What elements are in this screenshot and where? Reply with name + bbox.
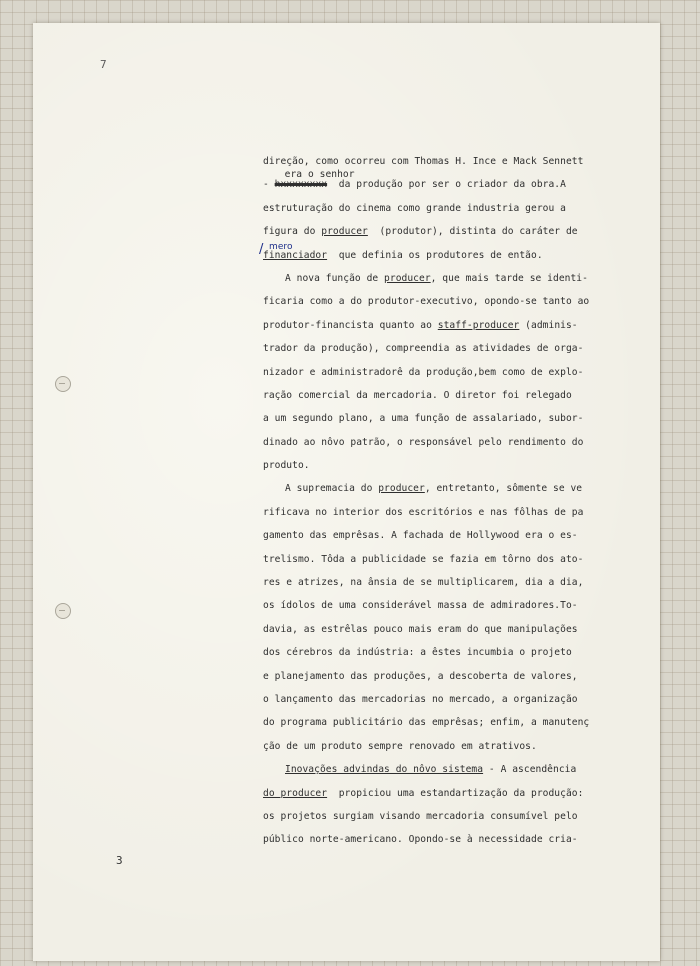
text-line: os ídolos de uma considerável massa de admiradores.To- — [263, 600, 578, 612]
body-text — [259, 155, 633, 857]
underlined-term: staff-producer — [437, 319, 520, 331]
handwritten-insertion: mero — [269, 241, 293, 252]
section-heading-line: Inovações advindas do nôvo sistema - A ascendência — [285, 764, 577, 776]
text-line: trador da produção), compreendia as atividades de orga- — [263, 343, 584, 355]
text-line: gamento das emprêsas. A fachada de Hollywood era o es- — [263, 530, 578, 542]
text-line: do programa publicitário das emprêsas; enfim, a manutenç — [263, 717, 590, 729]
underlined-term: producer — [384, 272, 431, 284]
text-line: do producer propiciou uma estandartização da produção: — [263, 787, 584, 799]
text-line: trelismo. Tôda a publicidade se fazia em tôrno dos ato- — [263, 553, 584, 565]
underlined-term: do producer — [263, 787, 328, 799]
text-line: os projetos surgiam visando mercadoria consumível pelo — [263, 810, 578, 822]
text-line: mero / financiador que definia os produtores de então. — [259, 241, 543, 261]
page-number: 3 — [116, 854, 123, 867]
text-line: produtor-financista quanto ao staff-producer (adminis- — [263, 319, 578, 331]
text-line: ficaria como a do produtor-executivo, opondo-se tanto ao — [263, 296, 590, 308]
section-heading: Inovações advindas do nôvo sistema — [285, 764, 484, 776]
text-line: rificava no interior dos escritórios e nas fôlhas de pa — [263, 506, 584, 518]
underlined-term: producer — [321, 226, 368, 238]
text-line: público norte-americano. Opondo-se à necessidade cria- — [263, 834, 578, 846]
underlined-term: producer — [378, 483, 425, 495]
text-line: direção, como ocorreu com Thomas H. Ince e Mack Sennett — [263, 156, 584, 167]
text-line: produto. — [263, 460, 310, 472]
text-line: A supremacia do producer, entretanto, sômente se ve — [285, 483, 583, 495]
text-line: nizador e administradorê da produção,bem como de explo- — [263, 366, 584, 378]
text-line: A nova função de producer, que mais tarde se identi- — [285, 272, 588, 284]
text-line: ração comercial da mercadoria. O diretor foi relegado — [263, 389, 572, 401]
text-line: dinado ao nôvo patrão, o responsável pelo rendimento do — [263, 436, 584, 448]
punch-hole-top — [55, 376, 71, 392]
typed-insertion: era o senhor — [284, 169, 355, 181]
text-line: dos cérebros da indústria: a êstes incumbia o projeto — [263, 647, 572, 659]
text-line: a um segundo plano, a uma função de assalariado, subor- — [263, 413, 584, 425]
struck-word: hxxxxxxxx — [274, 179, 328, 191]
punch-hole-bottom — [55, 603, 71, 619]
text-line: o lançamento das mercadorias no mercado, a organização — [263, 693, 578, 705]
text-line: estruturação do cinema como grande industria gerou a — [263, 202, 566, 214]
text-line: - era o senhor hxxxxxxxx da produção por ser o criador da obra.A — [263, 169, 566, 191]
text-line: figura do producer (produtor), distinta do caráter de — [263, 226, 578, 238]
handwritten-caret-mark: / — [259, 241, 264, 257]
text-line: res e atrizes, na ânsia de se multiplicarem, dia a dia, — [263, 577, 584, 589]
corner-mark: 7 — [100, 58, 107, 71]
text-line: davia, as estrêlas pouco mais eram do que manipulações — [263, 623, 578, 635]
underlined-term: financiador — [263, 249, 328, 261]
text-line: e planejamento das produções, a descoberta de valores, — [263, 670, 578, 682]
text-line: ção de um produto sempre renovado em atrativos. — [263, 740, 537, 752]
